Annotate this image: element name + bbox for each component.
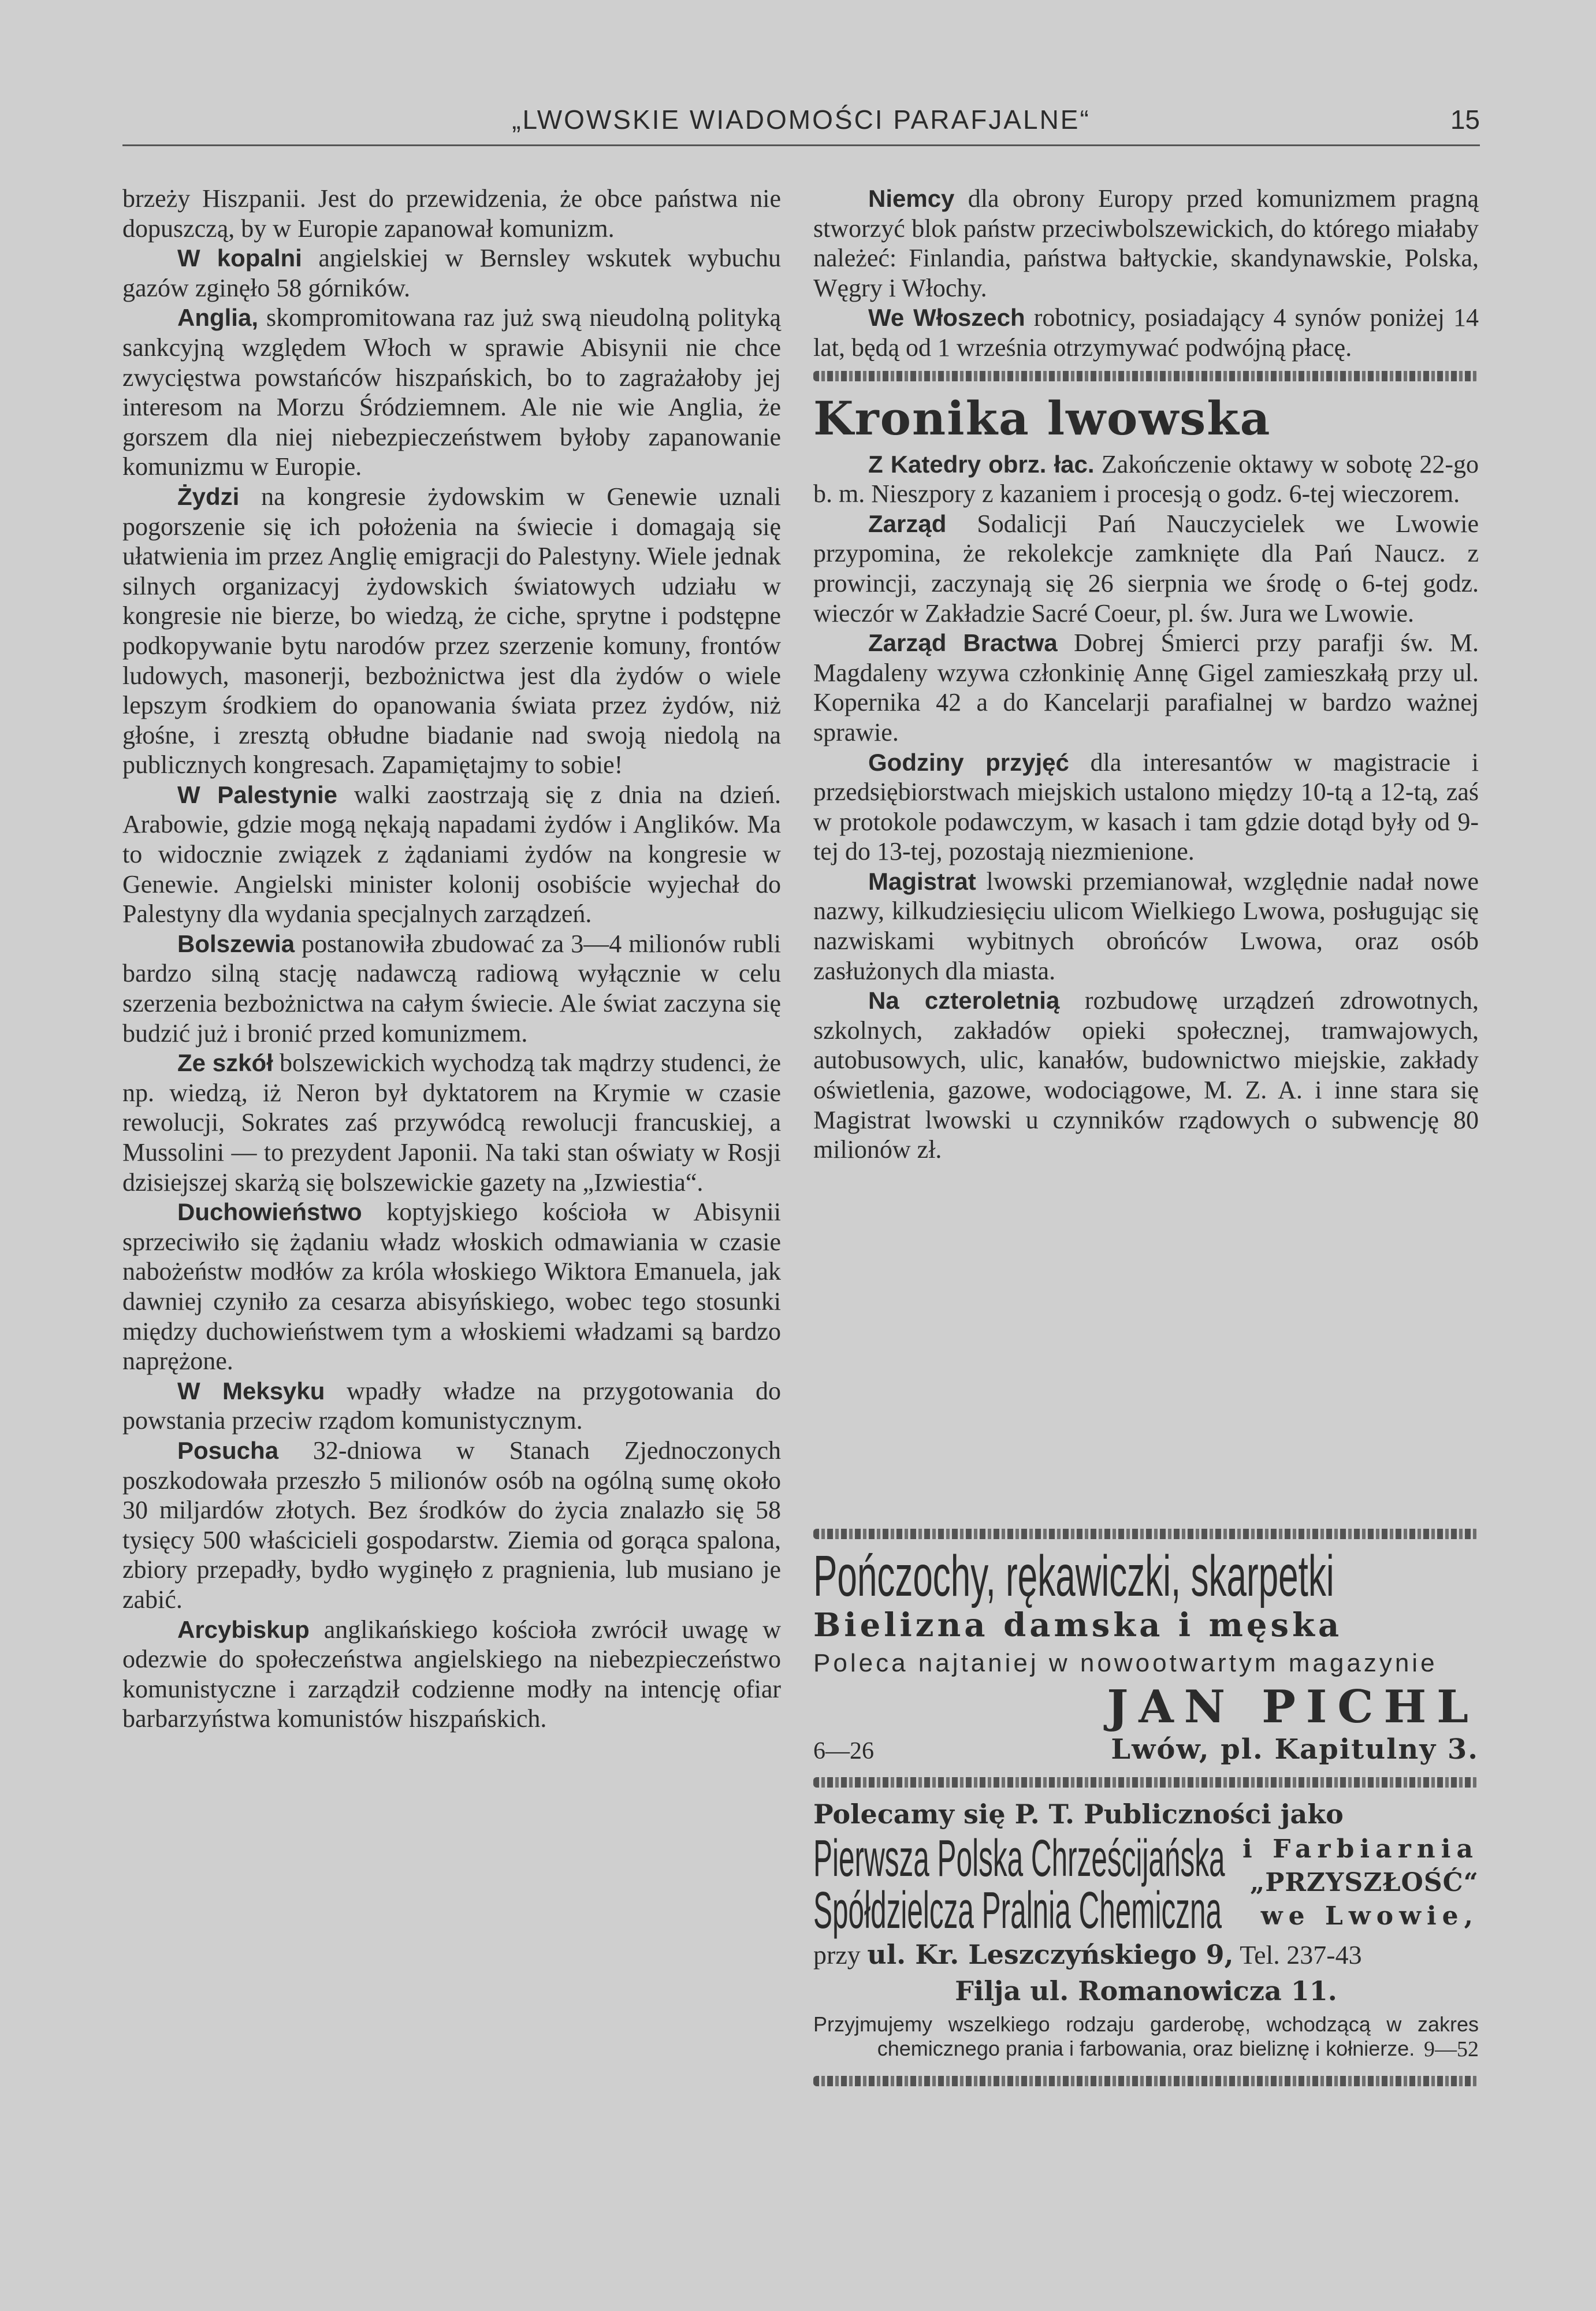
news-item bbox=[122, 482, 781, 780]
news-item-lead: Arcybiskup bbox=[177, 1615, 310, 1643]
news-item bbox=[122, 1436, 781, 1615]
news-item-lead: Zarząd bbox=[868, 510, 947, 537]
news-item bbox=[122, 303, 781, 482]
news-item bbox=[122, 1615, 781, 1734]
news-item-lead: Anglia, bbox=[177, 304, 259, 332]
news-item bbox=[122, 1197, 781, 1376]
ad-name-line1: Pierwsza Polska Chrześcijańska bbox=[813, 1830, 1225, 1888]
news-item-text: brzeży Hiszpanii. Jest do przewidzenia, że obce państwa nie dopuszczą, by w Europie zapanował komunizm. bbox=[122, 184, 781, 243]
news-item-text: koptyjskiego kościoła w Abisynii sprzeciwiło się żądaniu władz włoskich odmawiania w czasie nabożeństw modłów za króla włoskiego Wiktora Emanuela, jak dawniej czyniło za cesarza abisyńskiego, wobec tego stosunki między duchowieństwem tym a włoskiemi władzami są bardzo naprężone. bbox=[122, 1198, 781, 1376]
ornamental-divider bbox=[813, 371, 1479, 381]
news-item-text: robotnicy, posiadający 4 synów poniżej 14 lat, będą od 1 września otrzymywać podwójną płacę. bbox=[813, 303, 1479, 362]
news-item-text: walki zaostrzają się z dnia na dzień. Arabowie, gdzie mogą nękają napadami żydów i Anglików. Ma to widocznie związek z żądaniami żydów na kongresie w Genewie. Angielski minister kolonij osobiście wyjechał do Palestyny dla wydania specjalnych zarządzeń. bbox=[122, 780, 781, 928]
publication-title: „LWOWSKIE WIADOMOŚCI PARAFJALNE“ bbox=[512, 105, 1091, 135]
ad-text: Przyjmujemy wszelkiego rodzaju garderobę, wchodzącą w zakres chemicznego prania i farbowania, oraz bieliznę i kołnierze. bbox=[813, 2012, 1479, 2060]
news-item-text: postanowiła zbudować za 3—4 milionów rubli bardzo silną stację nadawczą radiową wyłącznie w celu szerzenia bezbożnictwa na całym świecie. Ale świat zaczyna się budzić już i bronić przed komunizmem. bbox=[122, 929, 781, 1047]
news-item-lead: Posucha bbox=[177, 1436, 279, 1464]
news-item bbox=[122, 243, 781, 303]
news-item-lead: W Palestynie bbox=[177, 781, 338, 808]
news-item-lead: Godziny przyjęć bbox=[868, 748, 1069, 776]
news-item-text: skompromitowana raz już swą nieudolną polityką sankcyjną względem Włoch w sprawie Abisynii nie chce zwycięstwa powstańców hiszpańskich, bo to zagrażałoby jej interesom na Morzu Śródziemnem. Ale nie wie Anglia, że gorszem dla niej niebezpieczeństwem byłoby zapanowanie komunizmu w Europie. bbox=[122, 303, 781, 481]
news-item-lead: W Meksyku bbox=[177, 1377, 325, 1405]
news-item bbox=[813, 303, 1479, 362]
news-item-lead: Duchowieństwo bbox=[177, 1198, 362, 1226]
news-item bbox=[813, 867, 1479, 986]
news-item-lead: Żydzi bbox=[177, 482, 240, 510]
news-item bbox=[813, 986, 1479, 1165]
news-item bbox=[813, 748, 1479, 867]
news-item bbox=[813, 628, 1479, 747]
news-item bbox=[122, 1048, 781, 1197]
ad-right3: we Lwowie, bbox=[1260, 1901, 1479, 1931]
news-item-text: Zakończenie oktawy w sobotę 22-go b. m. Nieszpory z kazaniem i procesją o godz. 6-tej wieczorem. bbox=[813, 449, 1479, 508]
ad-address-prefix: przy bbox=[813, 1940, 868, 1970]
news-item bbox=[813, 449, 1479, 509]
left-column bbox=[122, 184, 781, 1734]
ad-jan-pichl bbox=[813, 1544, 1479, 1766]
news-item bbox=[122, 1376, 781, 1436]
ad-name: JAN PICHL bbox=[1107, 1681, 1479, 1733]
ad-branch: Filja ul. Romanowicza 11. bbox=[955, 1975, 1337, 2007]
ad-headline: Pończochy, rękawiczki, skarpetki bbox=[813, 1544, 1334, 1608]
section-heading: Kronika lwowska bbox=[813, 391, 1271, 445]
ad-address: ul. Kr. Leszczyńskiego 9, bbox=[867, 1939, 1234, 1970]
advertisements bbox=[813, 1521, 1479, 2094]
news-item-lead: W kopalni bbox=[177, 244, 302, 272]
news-item-lead: Zarząd Bractwa bbox=[868, 629, 1058, 657]
news-item-lead: Ze szkół bbox=[177, 1049, 273, 1077]
news-items bbox=[813, 184, 1479, 363]
ad-line: Poleca najtaniej w nowootwartym magazynie bbox=[813, 1649, 1438, 1677]
news-item-text: lwowski przemianował, względnie nadał nowe nazwy, kilkudziesięciu ulicom Wielkiego Lwowa, posługując się nazwiskami wybitnych obrońców Lwowa, oraz osób zasłużonych dla miasta. bbox=[813, 867, 1479, 985]
news-item-lead: Z Katedry obrz. łac. bbox=[868, 450, 1095, 478]
ornamental-divider bbox=[813, 1777, 1479, 1788]
ad-right2: „PRZYSZŁOŚĆ“ bbox=[1249, 1868, 1479, 1897]
ornamental-divider bbox=[813, 1529, 1479, 1539]
news-item-lead: We Włoszech bbox=[868, 304, 1025, 332]
ad-name-line2: Spółdzielcza Pralnia Chemiczna bbox=[813, 1882, 1222, 1940]
news-item-text: dla obrony Europy przed komunizmem pragną stworzyć blok państw przeciwbolszewickich, do którego miałaby należeć: Finlandia, państwa bałtyckie, skandynawskie, Polska, Węgry i Włochy. bbox=[813, 184, 1479, 302]
news-item-lead: Magistrat bbox=[868, 867, 976, 895]
ad-address: Lwów, pl. Kapitulny 3. bbox=[1111, 1733, 1479, 1766]
ad-pralnia-przyszlosc bbox=[813, 1796, 1479, 2062]
news-item-text: Sodalicji Pań Nauczycielek we Lwowie przypomina, że rekolekcje zamknięte dla Pań Naucz. z prowincji, zaczynają się 26 sierpnia we środę o 6-tej godz. wieczór w Zakładzie Sacré Coeur, pl. św. Jura we Lwowie. bbox=[813, 509, 1479, 627]
ad-code: 9—52 bbox=[1424, 2037, 1479, 2061]
ornamental-divider bbox=[813, 2076, 1479, 2086]
page-header bbox=[122, 104, 1480, 146]
news-item-lead: Na czteroletnią bbox=[868, 987, 1060, 1015]
ad-code: 6—26 bbox=[813, 1738, 874, 1764]
news-item-text: Dobrej Śmierci przy parafji św. M. Magdaleny wzywa członkinię Annę Gigel zamieszkałą przy ul. Kopernika 42 a do Kancelarji parafialnej w bardzo ważnej sprawie. bbox=[813, 629, 1479, 746]
news-item bbox=[813, 184, 1479, 303]
news-item-lead: Bolszewia bbox=[177, 930, 295, 957]
news-item-text: dla interesantów w magistracie i przedsiębiorstwach miejskich ustalono między 10-tą a 12-tą, zaś w protokole podawczym, w kasach i tam gdzie dotąd były od 9-tej do 13-tej, pozostają niezmienione. bbox=[813, 748, 1479, 866]
news-item-text: rozbudowę urządzeń zdrowotnych, szkolnych, zakładów opieki społecznej, tramwajowych, autobusowych, ulic, kanałów, budownictwo miejskie, zakłady oświetlenia, gazowe, wodociągowe, M. Z. A. i inne stara się Magistrat lwowski u czynników rządowych o subwencję 80 milionów zł. bbox=[813, 986, 1479, 1164]
news-item-text: angielskiej w Bernsley wskutek wybuchu gazów zginęło 58 górników. bbox=[122, 244, 781, 302]
page-number: 15 bbox=[1450, 105, 1480, 135]
ad-right1: i Farbiarnia bbox=[1242, 1834, 1479, 1864]
news-item bbox=[122, 184, 781, 243]
news-item-text: wpadły władze na przygotowania do powstania przeciw rządom komunistycznym. bbox=[122, 1376, 781, 1435]
news-item-text: 32-dniowa w Stanach Zjednoczonych poszkodowała przeszło 5 milionów osób na ogólną sumę około 30 miljardów złotych. Bez środków do życia znalazło się 58 tysięcy 500 właścicieli gospodarstw. Ziemia od gorąca spalona, zbiory przepadły, bydło wyginęło z pragnienia, lub musiano je zabić. bbox=[122, 1436, 781, 1614]
kronika-items bbox=[813, 449, 1479, 1165]
news-item-lead: Niemcy bbox=[868, 185, 955, 212]
right-column bbox=[813, 184, 1479, 1165]
ad-intro: Polecamy się P. T. Publiczności jako bbox=[813, 1799, 1344, 1830]
ad-phone: Tel. 237-43 bbox=[1233, 1940, 1362, 1970]
news-item-text: na kongresie żydowskim w Genewie uznali pogorszenie się ich położenia na świecie i domagają się ułatwienia im przez Anglię emigracji do Palestyny. Wiele jednak silnych organizacyj żydowskich światowych udziału w kongresie nie bierze, bo wiedzą, że ciche, sprytne i podstępne podkopywanie bytu narodów przez szerzenie komuny, frontów ludowych, masonerji, bezbożnictwa jest dla żydów o wiele lepszym środkiem do opanowania świata przez żydów, niż głośne, i zresztą obłudne biadanie nad swoją niedolą na publicznych kongresach. Zapamiętajmy to sobie! bbox=[122, 482, 781, 779]
news-item bbox=[122, 929, 781, 1048]
news-item bbox=[122, 780, 781, 929]
news-item-text: bolszewickich wychodzą tak mądrzy studenci, że np. wiedzą, iż Neron był dyktatorem na Krymie w czasie rewolucji, Sokrates zaś przywódcą rewolucji francuskiej, a Mussolini — to prezydent Japonii. Na taki stan oświaty w Rosji dzisiejszej skarżą się bolszewickie gazety na „Izwiestia“. bbox=[122, 1049, 781, 1197]
ad-subhead: Bielizna damska i męska bbox=[813, 1606, 1343, 1644]
news-item bbox=[813, 509, 1479, 628]
news-item-text: anglikańskiego kościoła zwrócił uwagę w odezwie do społeczeństwa angielskiego na niebezpieczeństwo komunistyczne i zarządził codzienne modły na intencję ofiar barbarzyństwa komunistów hiszpańskich. bbox=[122, 1615, 781, 1733]
